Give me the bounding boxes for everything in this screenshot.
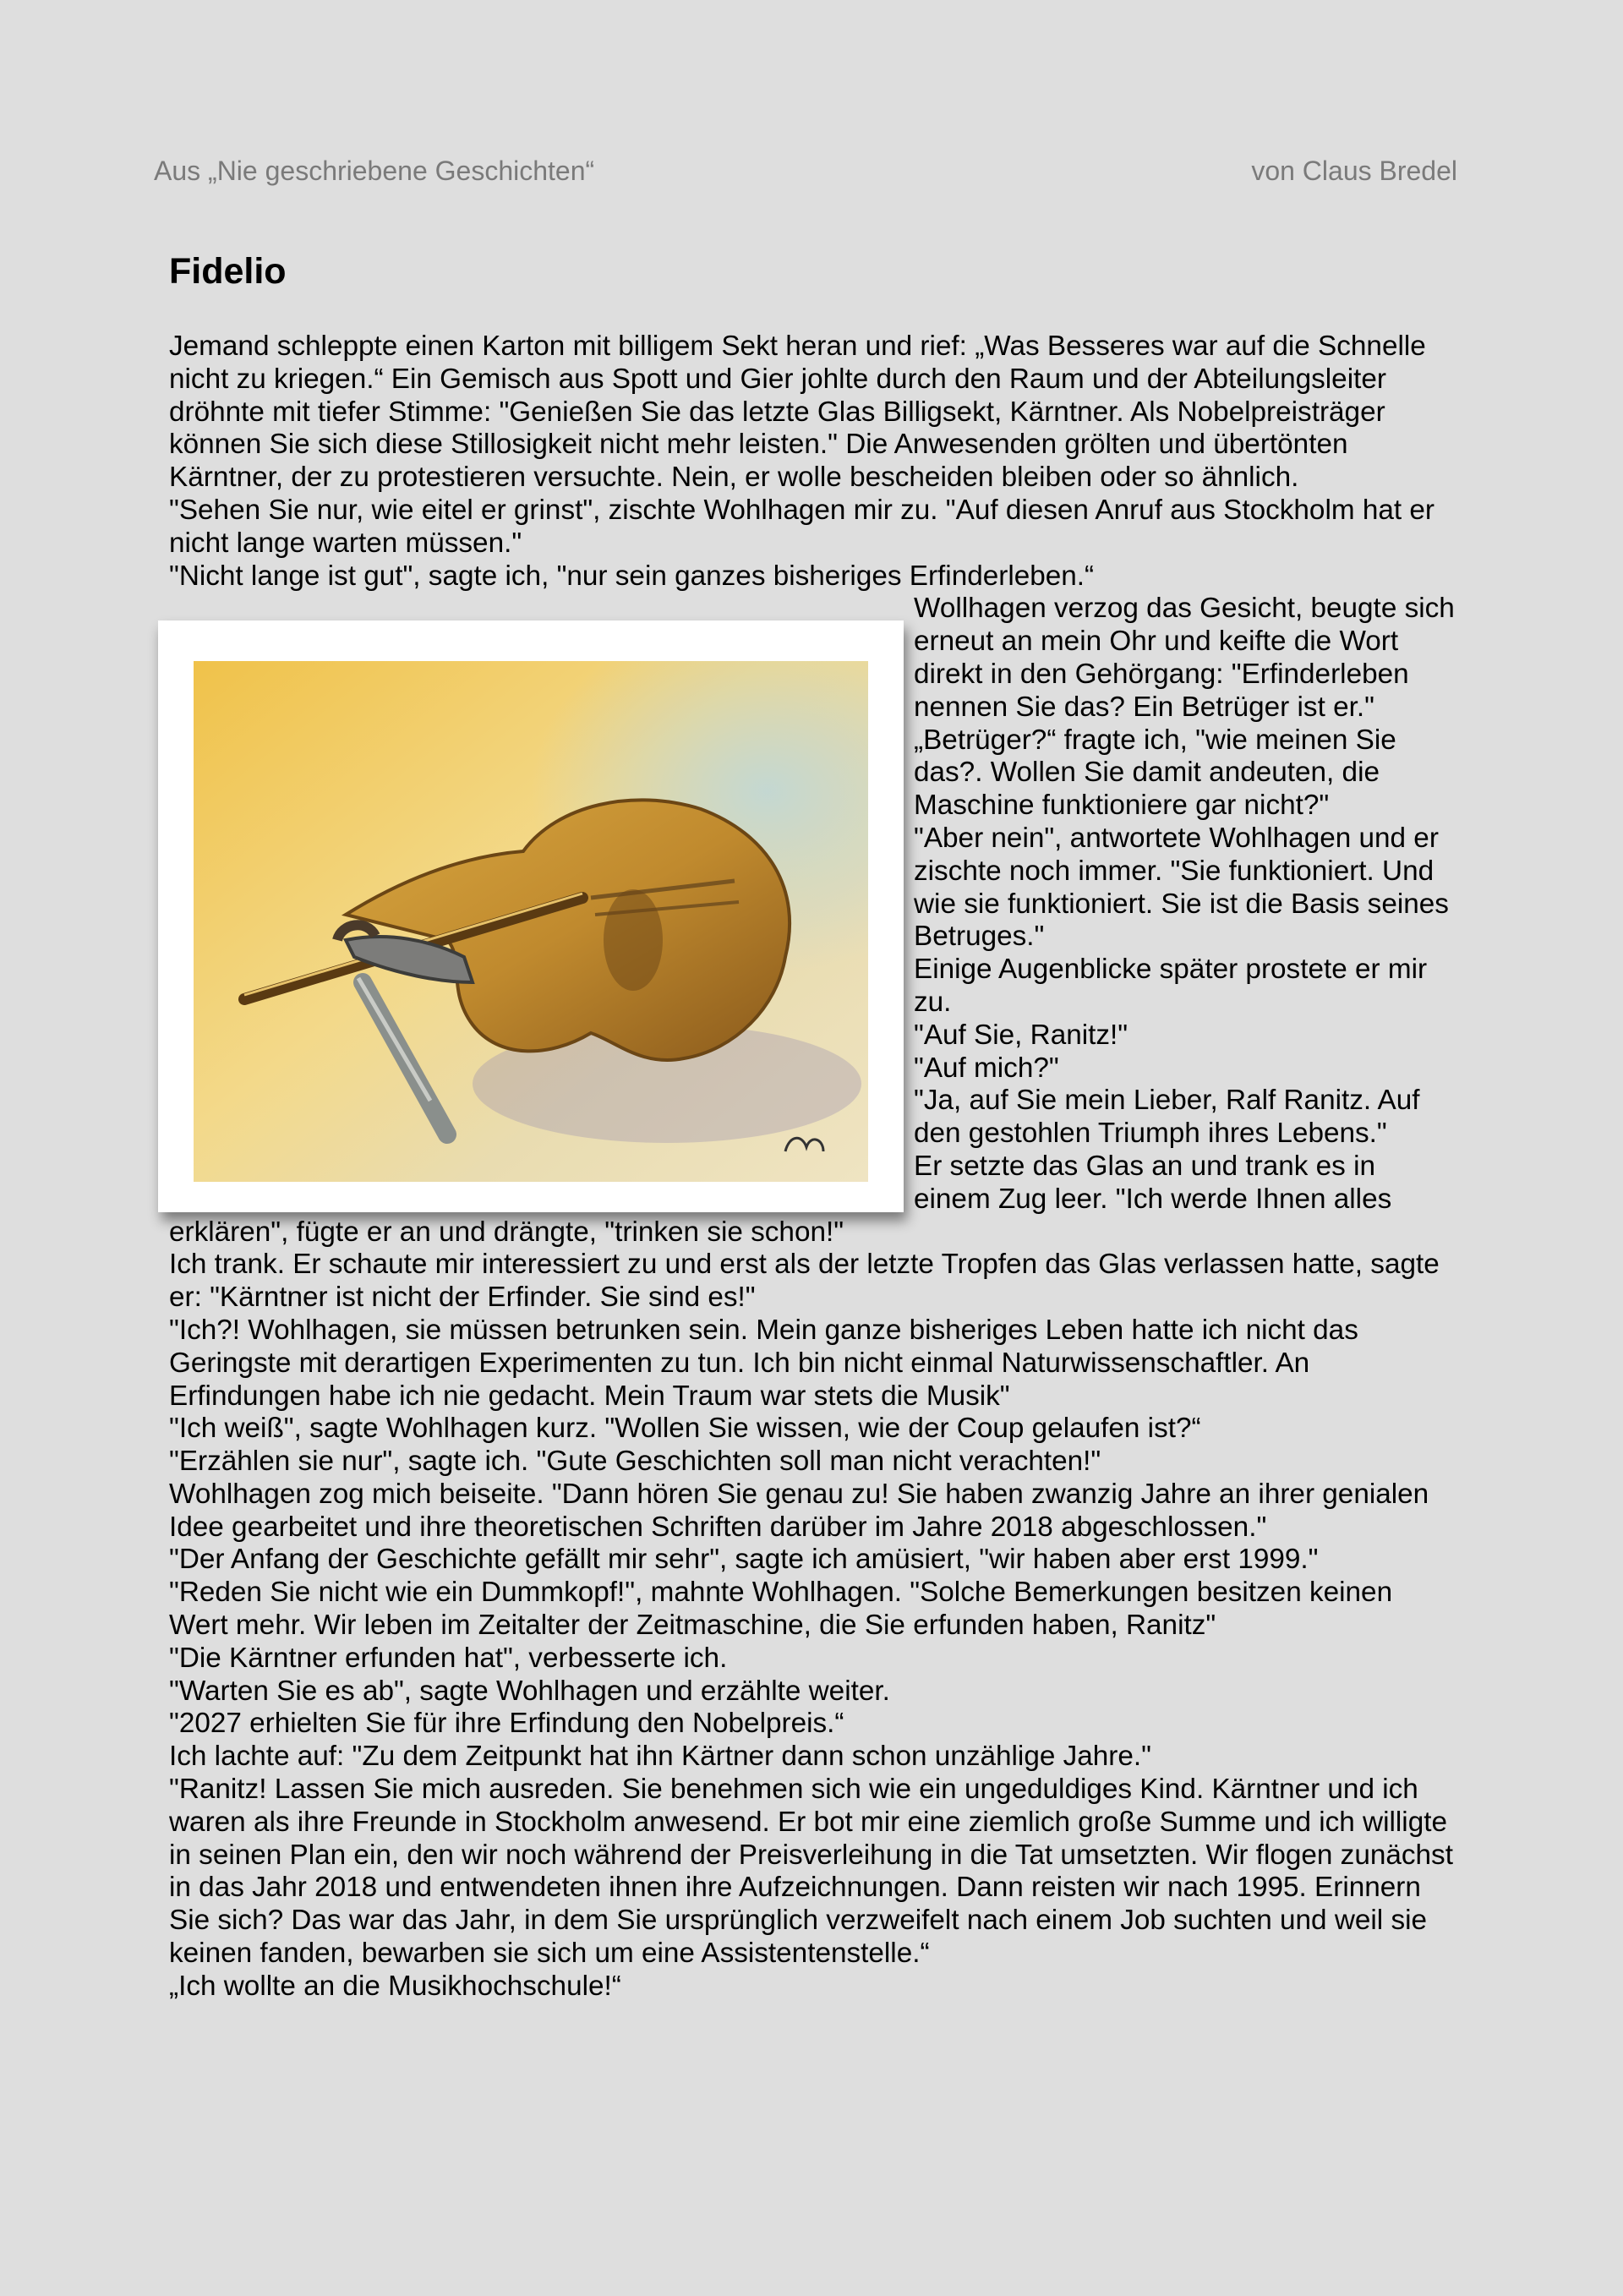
- paragraph: "Ja, auf Sie mein Lieber, Ralf Ranitz. Auf den gestohlen Triumph ihres Lebens.": [914, 1085, 1420, 1150]
- paragraph: "Der Anfang der Geschichte gefällt mir sehr", sagte ich amüsiert, "wir haben aber erst 1999.": [169, 1544, 1319, 1576]
- paragraph: "Nicht lange ist gut", sagte ich, "nur sein ganzes bisheriges Erfinderleben.“: [169, 560, 1095, 592]
- violin-painting: [158, 620, 904, 1212]
- author-name: von Claus Bredel: [1251, 156, 1457, 186]
- paragraph: "Erzählen sie nur", sagte ich. "Gute Geschichten soll man nicht verachten!": [169, 1446, 1101, 1478]
- paragraph: Ich lachte auf: "Zu dem Zeitpunkt hat ihn Kärtner dann schon unzählige Jahre.": [169, 1741, 1151, 1773]
- story-title: Fidelio: [169, 251, 287, 292]
- paragraph: "Auf mich?": [914, 1052, 1059, 1084]
- paragraph: "Sehen Sie nur, wie eitel er grinst", zischte Wohlhagen mir zu. "Auf diesen Anruf aus Stockholm hat er nicht lange warten müssen.": [169, 494, 1434, 559]
- paragraph: "Aber nein", antwortete Wohlhagen und er zischte noch immer. "Sie funktioniert. Und wie sie funktioniert. Sie ist die Basis seines Betruges.": [914, 822, 1449, 953]
- paragraph: Wohlhagen zog mich beiseite. "Dann hören Sie genau zu! Sie haben zwanzig Jahre an ihrer genialen Idee gearbeitet und ihre theoretischen Schriften darüber im Jahre 2018 abgeschlossen.": [169, 1478, 1429, 1543]
- paragraph: "Ich?! Wohlhagen, sie müssen betrunken sein. Mein ganze bisheriges Leben hatte ich nicht das Geringste mit derartigen Experimenten zu tun. Ich bin nicht einmal Naturwissenschaftler. An Erfindungen habe ich nie gedacht. Mein Traum war stets die Musik": [169, 1314, 1358, 1412]
- paragraph: Ich trank. Er schaute mir interessiert zu und erst als der letzte Tropfen das Glas verlassen hatte, sagte er: "Kärntner ist nicht der Erfinder. Sie sind es!": [169, 1249, 1440, 1314]
- paragraph: "Reden Sie nicht wie ein Dummkopf!", mahnte Wohlhagen. "Solche Bemerkungen besitzen keinen Wert mehr. Wir leben im Zeitalter der Zeitmaschine, die Sie erfunden haben, Ranitz": [169, 1577, 1393, 1642]
- paragraph: "Ich weiß", sagte Wohlhagen kurz. "Wollen Sie wissen, wie der Coup gelaufen ist?“: [169, 1413, 1201, 1445]
- paragraph: Wollhagen verzog das Gesicht, beugte sich erneut an mein Ohr und keifte die Wort direkt in den Gehörgang: "Erfinderleben nennen Sie das? Ein Betrüger ist er.": [914, 593, 1455, 723]
- paragraph: "2027 erhielten Sie für ihre Erfindung den Nobelpreis.“: [169, 1708, 844, 1740]
- paragraph: „Betrüger?“ fragte ich, "wie meinen Sie das?. Wollen Sie damit andeuten, die Maschine funktioniere gar nicht?": [914, 724, 1396, 822]
- story-body: [169, 331, 1458, 2004]
- watercolor-image: [194, 661, 868, 1182]
- paragraph: "Die Kärntner erfunden hat", verbesserte ich.: [169, 1642, 728, 1674]
- paragraph: Einige Augenblicke später prostete er mir zu.: [914, 954, 1428, 1018]
- story-article: [169, 251, 1458, 2004]
- paragraph: "Ranitz! Lassen Sie mich ausreden. Sie benehmen sich wie ein ungeduldiges Kind. Kärntner und ich waren als ihre Freunde in Stockholm anwesend. Er bot mir eine ziemlich große Summe und ich willigte in seinen Plan ein, den wir noch während der Preisverleihung in die Tat umsetzten. Wir flogen zunächst in das Jahr 2018 und entwendeten ihnen ihre Aufzeichnungen. Dann reisten wir nach 1995. Erinnern Sie sich? Das war das Jahr, in dem Sie ursprünglich verzweifelt nach einem Job suchten und weil sie keinen fanden, bewarben sie sich um eine Assistentenstelle.“: [169, 1774, 1453, 1970]
- paragraph: "Auf Sie, Ranitz!": [914, 1019, 1128, 1051]
- paragraph: „Ich wollte an die Musikhochschule!“: [169, 1970, 621, 2002]
- running-head: [154, 156, 1457, 187]
- paragraph: "Warten Sie es ab", sagte Wohlhagen und erzählte weiter.: [169, 1675, 890, 1707]
- paragraph: Jemand schleppte einen Karton mit billigem Sekt heran und rief: „Was Besseres war auf die Schnelle nicht zu kriegen.“ Ein Gemisch aus Spott und Gier johlte durch den Raum und der Abteilungsleiter dröhnte mit tiefer Stimme: "Genießen Sie das letzte Glas Billigsekt, Kärntner. Als Nobelpreisträger können Sie sich diese Stillosigkeit nicht mehr leisten." Die Anwesenden grölten und übertönten Kärntner, der zu protestieren versuchte. Nein, er wolle bescheiden bleiben oder so ähnlich.: [169, 331, 1426, 494]
- book-title: Aus „Nie geschriebene Geschichten“: [154, 156, 595, 186]
- paragraph: Er setzte das Glas an und trank es in einem Zug leer. "Ich werde Ihnen alles erklären", fügte er an und drängte, "trinken sie schon!": [169, 1150, 1392, 1248]
